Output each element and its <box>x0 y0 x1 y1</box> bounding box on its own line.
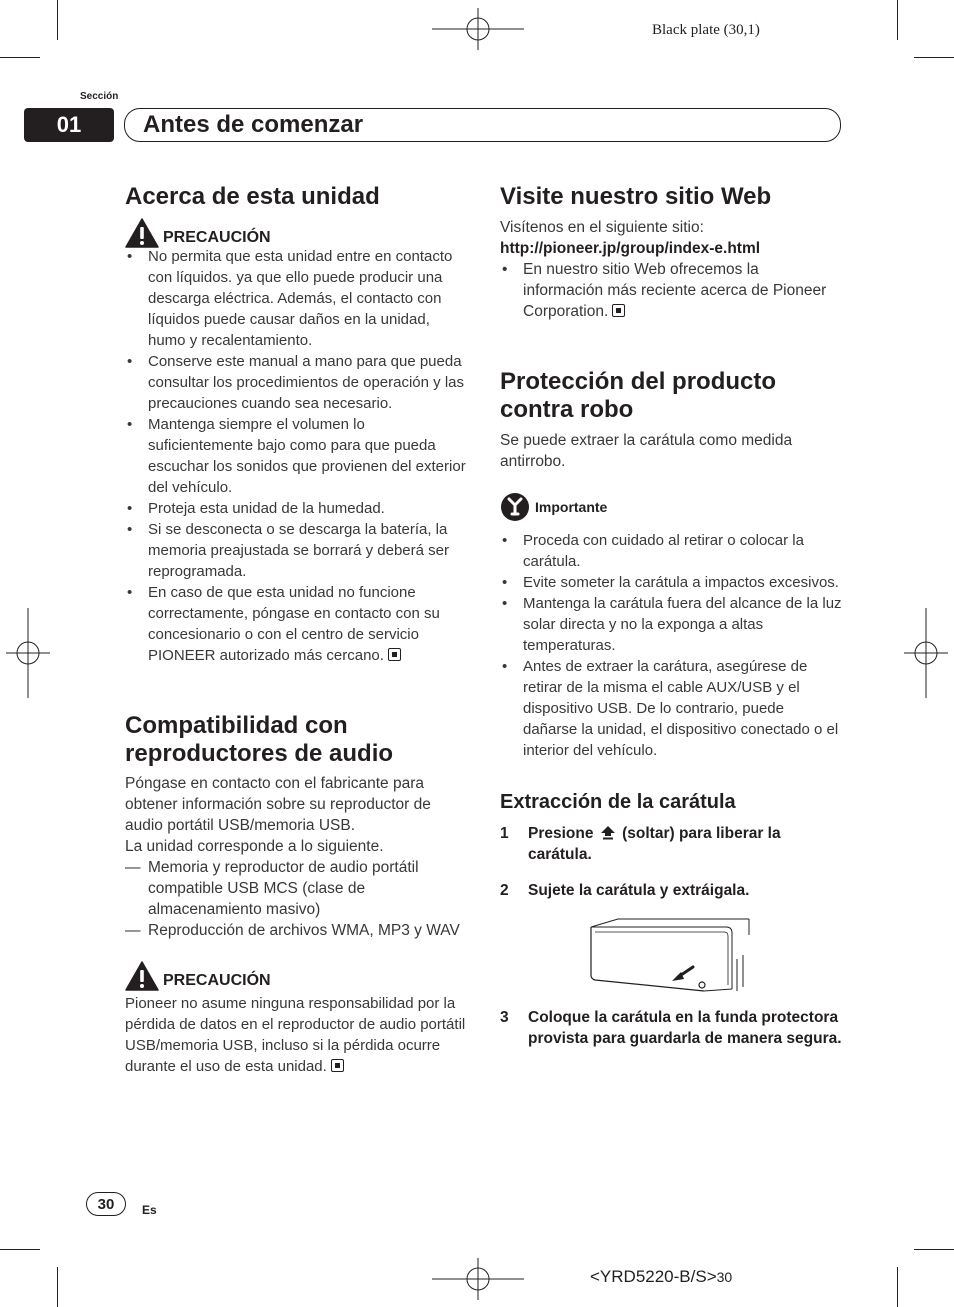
faceplate-illustration <box>586 915 754 997</box>
caution-text: Pioneer no asume ninguna responsabilidad por la pérdida de datos en el reproductor de audio portátil USB/memoria USB, incluso si la pérdida ocurre durante el uso de esta unidad. <box>125 995 466 1075</box>
compat-list <box>125 857 467 941</box>
important-label: Importante <box>535 499 608 515</box>
compat-paragraph: Póngase en contacto con el fabricante para obtener información sobre su reproductor de audio portátil USB/memoria USB. <box>125 775 431 834</box>
crop-mark <box>897 0 898 40</box>
heading-compatibilidad: Compatibilidad con reproductores de audio <box>125 712 394 767</box>
list-item: • Proceda con cuidado al retirar o colocar la carátula. <box>500 530 842 572</box>
heading-proteccion: Protección del producto contra robo <box>500 368 777 423</box>
step-number: 1 <box>500 825 509 842</box>
step-3: 3 Coloque la carátula en la funda protectora provista para guardarla de manera segura. <box>500 1009 842 1047</box>
caution-list <box>125 246 467 666</box>
important-icon <box>500 492 530 522</box>
list-item: • Evite someter la carátula a impactos excesivos. <box>500 572 842 593</box>
caution-label: PRECAUCIÓN <box>163 972 271 989</box>
proteccion-intro: Se puede extraer la carátula como medida antirrobo. <box>500 432 793 470</box>
end-mark-icon <box>388 648 401 661</box>
list-item: — Memoria y reproductor de audio portátil compatible USB MCS (clase de almacenamiento masivo) <box>125 857 467 920</box>
web-url: http://pioneer.jp/group/index-e.html <box>500 240 761 257</box>
section-label: Sección <box>80 91 119 102</box>
list-item: • Mantenga siempre el volumen lo suficientemente bajo como para que pueda escuchar los sonidos que provienen del exterior del vehículo. <box>125 414 467 498</box>
section-title: Antes de comenzar <box>143 111 364 138</box>
heading-acerca: Acerca de esta unidad <box>125 183 380 210</box>
web-intro: Visítenos en el siguiente sitio: <box>500 219 704 236</box>
step-2: 2 Sujete la carátula y extráigala. <box>500 882 750 899</box>
crop-mark <box>0 1249 40 1250</box>
section-number: 01 <box>24 108 114 142</box>
warning-icon <box>125 961 159 991</box>
step-number: 2 <box>500 882 509 899</box>
crop-mark <box>57 0 58 40</box>
model-code: <YRD5220-B/S>30 <box>590 1267 733 1286</box>
compat-paragraph-2: La unidad corresponde a lo siguiente. <box>125 838 384 855</box>
list-item: — Reproducción de archivos WMA, MP3 y WAV <box>125 920 467 941</box>
heading-extraccion: Extracción de la carátula <box>500 791 736 813</box>
list-item: • Mantenga la carátula fuera del alcance de la luz solar directa y no la exponga a altas temperaturas. <box>500 593 842 656</box>
end-mark-icon <box>331 1059 344 1072</box>
crop-mark <box>914 57 954 58</box>
caution-block <box>125 959 467 997</box>
crop-mark <box>57 1267 58 1307</box>
registration-mark-bottom <box>430 1258 526 1300</box>
list-item: • Proteja esta unidad de la humedad. <box>125 498 467 519</box>
important-block <box>500 492 842 526</box>
plate-label: Black plate (30,1) <box>652 22 760 38</box>
crop-mark <box>914 1249 954 1250</box>
left-column <box>125 183 467 1077</box>
crop-mark <box>0 57 40 58</box>
page-number: 30 <box>86 1192 126 1216</box>
list-item: • En caso de que esta unidad no funcione correctamente, póngase en contacto con su concesionario o con el centro de servicio PIONEER autorizado más cercano. <box>125 582 467 666</box>
registration-mark-right <box>904 608 948 698</box>
registration-mark-top <box>430 8 526 50</box>
important-list <box>500 530 842 761</box>
step-1: 1 Presione (soltar) para liberar la carátula. <box>500 825 781 863</box>
release-icon <box>600 825 616 840</box>
list-item: • Antes de extraer la carátura, asegúrese de retirar de la misma el cable AUX/USB y el dispositivo USB. De lo contrario, puede dañarse la unidad, el dispositivo conectado o el interior del vehículo. <box>500 656 842 761</box>
heading-web: Visite nuestro sitio Web <box>500 183 772 210</box>
crop-mark <box>897 1267 898 1307</box>
list-item: • Conserve este manual a mano para que pueda consultar los procedimientos de operación y las precauciones cuando sea necesario. <box>125 351 467 414</box>
list-item: • Si se desconecta o se descarga la batería, la memoria preajustada se borrará y deberá ser reprogramada. <box>125 519 467 582</box>
right-column <box>500 183 842 1049</box>
caution-label: PRECAUCIÓN <box>163 229 271 246</box>
web-list <box>500 259 842 322</box>
list-item: • No permita que esta unidad entre en contacto con líquidos. ya que ello puede producir una descarga eléctrica. Además, el contacto con líquidos puede causar daños en la unidad, humo y recalentamiento. <box>125 246 467 351</box>
warning-icon <box>125 218 159 248</box>
end-mark-icon <box>612 304 625 317</box>
step-number: 3 <box>500 1009 509 1026</box>
registration-mark-left <box>6 608 50 698</box>
list-item: • En nuestro sitio Web ofrecemos la información más reciente acerca de Pioneer Corporation. <box>500 259 842 322</box>
language-code: Es <box>142 1203 157 1217</box>
